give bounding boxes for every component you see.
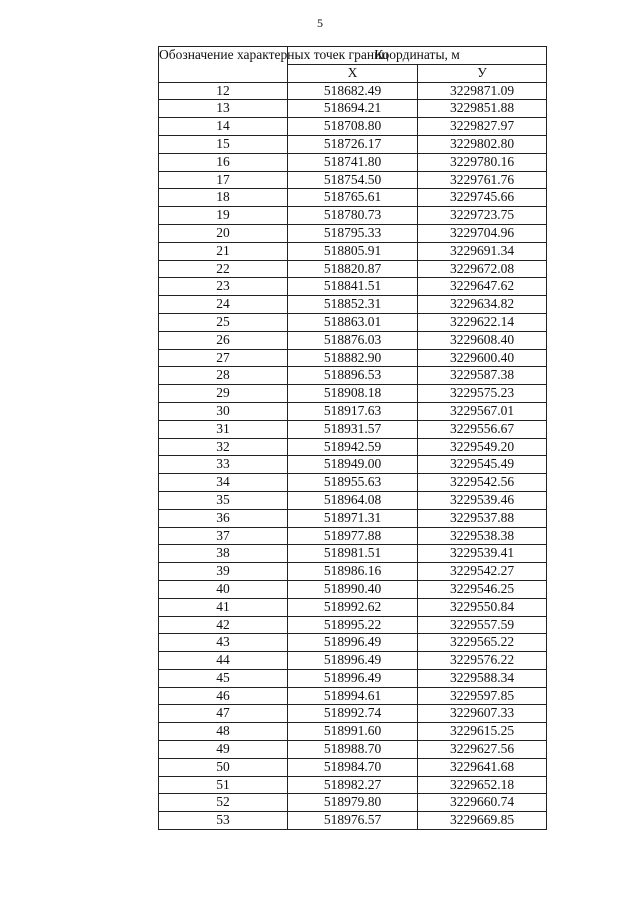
y-coordinate-cell: 3229761.76	[418, 171, 547, 189]
table-body	[159, 82, 547, 829]
x-coordinate-cell: 518908.18	[288, 385, 418, 403]
x-coordinate-cell: 518852.31	[288, 296, 418, 314]
y-coordinate-cell: 3229575.23	[418, 385, 547, 403]
x-coordinate-cell: 518708.80	[288, 118, 418, 136]
table-row	[159, 634, 547, 652]
y-coordinate-cell: 3229652.18	[418, 776, 547, 794]
y-coordinate-cell: 3229542.56	[418, 474, 547, 492]
y-coordinate-cell: 3229647.62	[418, 278, 547, 296]
table-row	[159, 545, 547, 563]
x-coordinate-cell: 518995.22	[288, 616, 418, 634]
point-number-cell: 23	[159, 278, 288, 296]
point-number-cell: 46	[159, 687, 288, 705]
y-coordinate-cell: 3229802.80	[418, 135, 547, 153]
point-number-cell: 19	[159, 207, 288, 225]
y-coordinate-cell: 3229871.09	[418, 82, 547, 100]
point-number-cell: 43	[159, 634, 288, 652]
x-coordinate-cell: 518741.80	[288, 153, 418, 171]
point-number-cell: 33	[159, 456, 288, 474]
point-number-cell: 42	[159, 616, 288, 634]
table-row	[159, 385, 547, 403]
x-coordinate-cell: 518986.16	[288, 563, 418, 581]
page-number: 5	[317, 16, 323, 30]
x-coordinate-cell: 518841.51	[288, 278, 418, 296]
x-coordinate-cell: 518917.63	[288, 402, 418, 420]
y-coordinate-cell: 3229588.34	[418, 669, 547, 687]
x-coordinate-cell: 518876.03	[288, 331, 418, 349]
y-coordinate-cell: 3229557.59	[418, 616, 547, 634]
y-coordinate-cell: 3229550.84	[418, 598, 547, 616]
y-coordinate-cell: 3229691.34	[418, 242, 547, 260]
x-coordinate-cell: 518949.00	[288, 456, 418, 474]
table-row	[159, 402, 547, 420]
point-number-cell: 49	[159, 741, 288, 759]
y-coordinate-cell: 3229549.20	[418, 438, 547, 456]
y-coordinate-cell: 3229537.88	[418, 509, 547, 527]
x-coordinate-cell: 518964.08	[288, 491, 418, 509]
table-row	[159, 794, 547, 812]
y-coordinate-cell: 3229576.22	[418, 652, 547, 670]
x-coordinate-cell: 518992.62	[288, 598, 418, 616]
point-number-cell: 21	[159, 242, 288, 260]
table-row	[159, 598, 547, 616]
y-coordinate-cell: 3229669.85	[418, 812, 547, 830]
y-coordinate-cell: 3229567.01	[418, 402, 547, 420]
point-number-cell: 25	[159, 313, 288, 331]
x-coordinate-cell: 518795.33	[288, 224, 418, 242]
table-row	[159, 509, 547, 527]
table-row	[159, 812, 547, 830]
point-number-cell: 34	[159, 474, 288, 492]
point-number-cell: 32	[159, 438, 288, 456]
coordinates-column-header: Координаты, м	[288, 47, 547, 65]
coordinates-table	[158, 46, 547, 830]
x-coordinate-cell: 518994.61	[288, 687, 418, 705]
table-row	[159, 224, 547, 242]
y-column-header: У	[418, 64, 547, 82]
y-coordinate-cell: 3229608.40	[418, 331, 547, 349]
point-number-cell: 45	[159, 669, 288, 687]
table-row	[159, 491, 547, 509]
point-column-header: Обозначение характерных точек границ	[159, 47, 288, 83]
y-coordinate-cell: 3229556.67	[418, 420, 547, 438]
x-coordinate-cell: 518863.01	[288, 313, 418, 331]
table-row	[159, 723, 547, 741]
table-row	[159, 82, 547, 100]
x-coordinate-cell: 518805.91	[288, 242, 418, 260]
x-coordinate-cell: 518981.51	[288, 545, 418, 563]
y-coordinate-cell: 3229851.88	[418, 100, 547, 118]
y-coordinate-cell: 3229672.08	[418, 260, 547, 278]
point-number-cell: 30	[159, 402, 288, 420]
x-coordinate-cell: 518996.49	[288, 652, 418, 670]
table-row	[159, 776, 547, 794]
table-row	[159, 189, 547, 207]
x-coordinate-cell: 518976.57	[288, 812, 418, 830]
table-row	[159, 171, 547, 189]
point-number-cell: 31	[159, 420, 288, 438]
y-coordinate-cell: 3229615.25	[418, 723, 547, 741]
point-number-cell: 14	[159, 118, 288, 136]
x-column-header: X	[288, 64, 418, 82]
y-coordinate-cell: 3229539.46	[418, 491, 547, 509]
point-number-cell: 22	[159, 260, 288, 278]
table-row	[159, 705, 547, 723]
x-coordinate-cell: 518896.53	[288, 367, 418, 385]
y-coordinate-cell: 3229723.75	[418, 207, 547, 225]
y-coordinate-cell: 3229607.33	[418, 705, 547, 723]
y-coordinate-cell: 3229587.38	[418, 367, 547, 385]
x-coordinate-cell: 518942.59	[288, 438, 418, 456]
y-coordinate-cell: 3229622.14	[418, 313, 547, 331]
point-number-cell: 37	[159, 527, 288, 545]
table-row	[159, 242, 547, 260]
point-number-cell: 44	[159, 652, 288, 670]
table-row	[159, 135, 547, 153]
y-coordinate-cell: 3229539.41	[418, 545, 547, 563]
x-coordinate-cell: 518996.49	[288, 669, 418, 687]
table-row	[159, 153, 547, 171]
y-coordinate-cell: 3229565.22	[418, 634, 547, 652]
table-row	[159, 616, 547, 634]
point-number-cell: 39	[159, 563, 288, 581]
table-row	[159, 652, 547, 670]
table-row	[159, 349, 547, 367]
y-coordinate-cell: 3229545.49	[418, 456, 547, 474]
y-coordinate-cell: 3229627.56	[418, 741, 547, 759]
y-coordinate-cell: 3229634.82	[418, 296, 547, 314]
table-row	[159, 278, 547, 296]
point-number-cell: 27	[159, 349, 288, 367]
table-row	[159, 331, 547, 349]
y-coordinate-cell: 3229597.85	[418, 687, 547, 705]
x-coordinate-cell: 518990.40	[288, 580, 418, 598]
point-number-cell: 17	[159, 171, 288, 189]
x-coordinate-cell: 518996.49	[288, 634, 418, 652]
x-coordinate-cell: 518882.90	[288, 349, 418, 367]
x-coordinate-cell: 518991.60	[288, 723, 418, 741]
point-number-cell: 15	[159, 135, 288, 153]
point-number-cell: 18	[159, 189, 288, 207]
x-coordinate-cell: 518694.21	[288, 100, 418, 118]
point-number-cell: 13	[159, 100, 288, 118]
x-coordinate-cell: 518979.80	[288, 794, 418, 812]
table-row	[159, 669, 547, 687]
table-row	[159, 580, 547, 598]
table-row	[159, 118, 547, 136]
x-coordinate-cell: 518971.31	[288, 509, 418, 527]
x-coordinate-cell: 518955.63	[288, 474, 418, 492]
point-number-cell: 48	[159, 723, 288, 741]
y-coordinate-cell: 3229780.16	[418, 153, 547, 171]
x-coordinate-cell: 518820.87	[288, 260, 418, 278]
y-coordinate-cell: 3229660.74	[418, 794, 547, 812]
x-coordinate-cell: 518726.17	[288, 135, 418, 153]
point-number-cell: 36	[159, 509, 288, 527]
y-coordinate-cell: 3229600.40	[418, 349, 547, 367]
y-coordinate-cell: 3229538.38	[418, 527, 547, 545]
x-coordinate-cell: 518765.61	[288, 189, 418, 207]
point-number-cell: 41	[159, 598, 288, 616]
table-row	[159, 474, 547, 492]
table-row	[159, 456, 547, 474]
table-row	[159, 687, 547, 705]
point-number-cell: 38	[159, 545, 288, 563]
table-row	[159, 313, 547, 331]
point-number-cell: 12	[159, 82, 288, 100]
table-row	[159, 527, 547, 545]
x-coordinate-cell: 518682.49	[288, 82, 418, 100]
point-number-cell: 26	[159, 331, 288, 349]
point-number-cell: 35	[159, 491, 288, 509]
x-coordinate-cell: 518780.73	[288, 207, 418, 225]
table-row	[159, 438, 547, 456]
table-row	[159, 100, 547, 118]
x-coordinate-cell: 518988.70	[288, 741, 418, 759]
point-number-cell: 47	[159, 705, 288, 723]
x-coordinate-cell: 518992.74	[288, 705, 418, 723]
table-row	[159, 260, 547, 278]
x-coordinate-cell: 518977.88	[288, 527, 418, 545]
point-number-cell: 16	[159, 153, 288, 171]
point-number-cell: 53	[159, 812, 288, 830]
y-coordinate-cell: 3229704.96	[418, 224, 547, 242]
point-number-cell: 24	[159, 296, 288, 314]
table-row	[159, 758, 547, 776]
table-row	[159, 563, 547, 581]
point-number-cell: 29	[159, 385, 288, 403]
table-row	[159, 741, 547, 759]
table-row	[159, 296, 547, 314]
table-header-row	[159, 47, 547, 65]
point-number-cell: 50	[159, 758, 288, 776]
y-coordinate-cell: 3229546.25	[418, 580, 547, 598]
table-row	[159, 367, 547, 385]
y-coordinate-cell: 3229641.68	[418, 758, 547, 776]
point-number-cell: 28	[159, 367, 288, 385]
x-coordinate-cell: 518931.57	[288, 420, 418, 438]
y-coordinate-cell: 3229542.27	[418, 563, 547, 581]
y-coordinate-cell: 3229827.97	[418, 118, 547, 136]
x-coordinate-cell: 518984.70	[288, 758, 418, 776]
table-row	[159, 420, 547, 438]
y-coordinate-cell: 3229745.66	[418, 189, 547, 207]
point-number-cell: 52	[159, 794, 288, 812]
point-number-cell: 40	[159, 580, 288, 598]
x-coordinate-cell: 518754.50	[288, 171, 418, 189]
table-row	[159, 207, 547, 225]
point-number-cell: 20	[159, 224, 288, 242]
point-number-cell: 51	[159, 776, 288, 794]
x-coordinate-cell: 518982.27	[288, 776, 418, 794]
